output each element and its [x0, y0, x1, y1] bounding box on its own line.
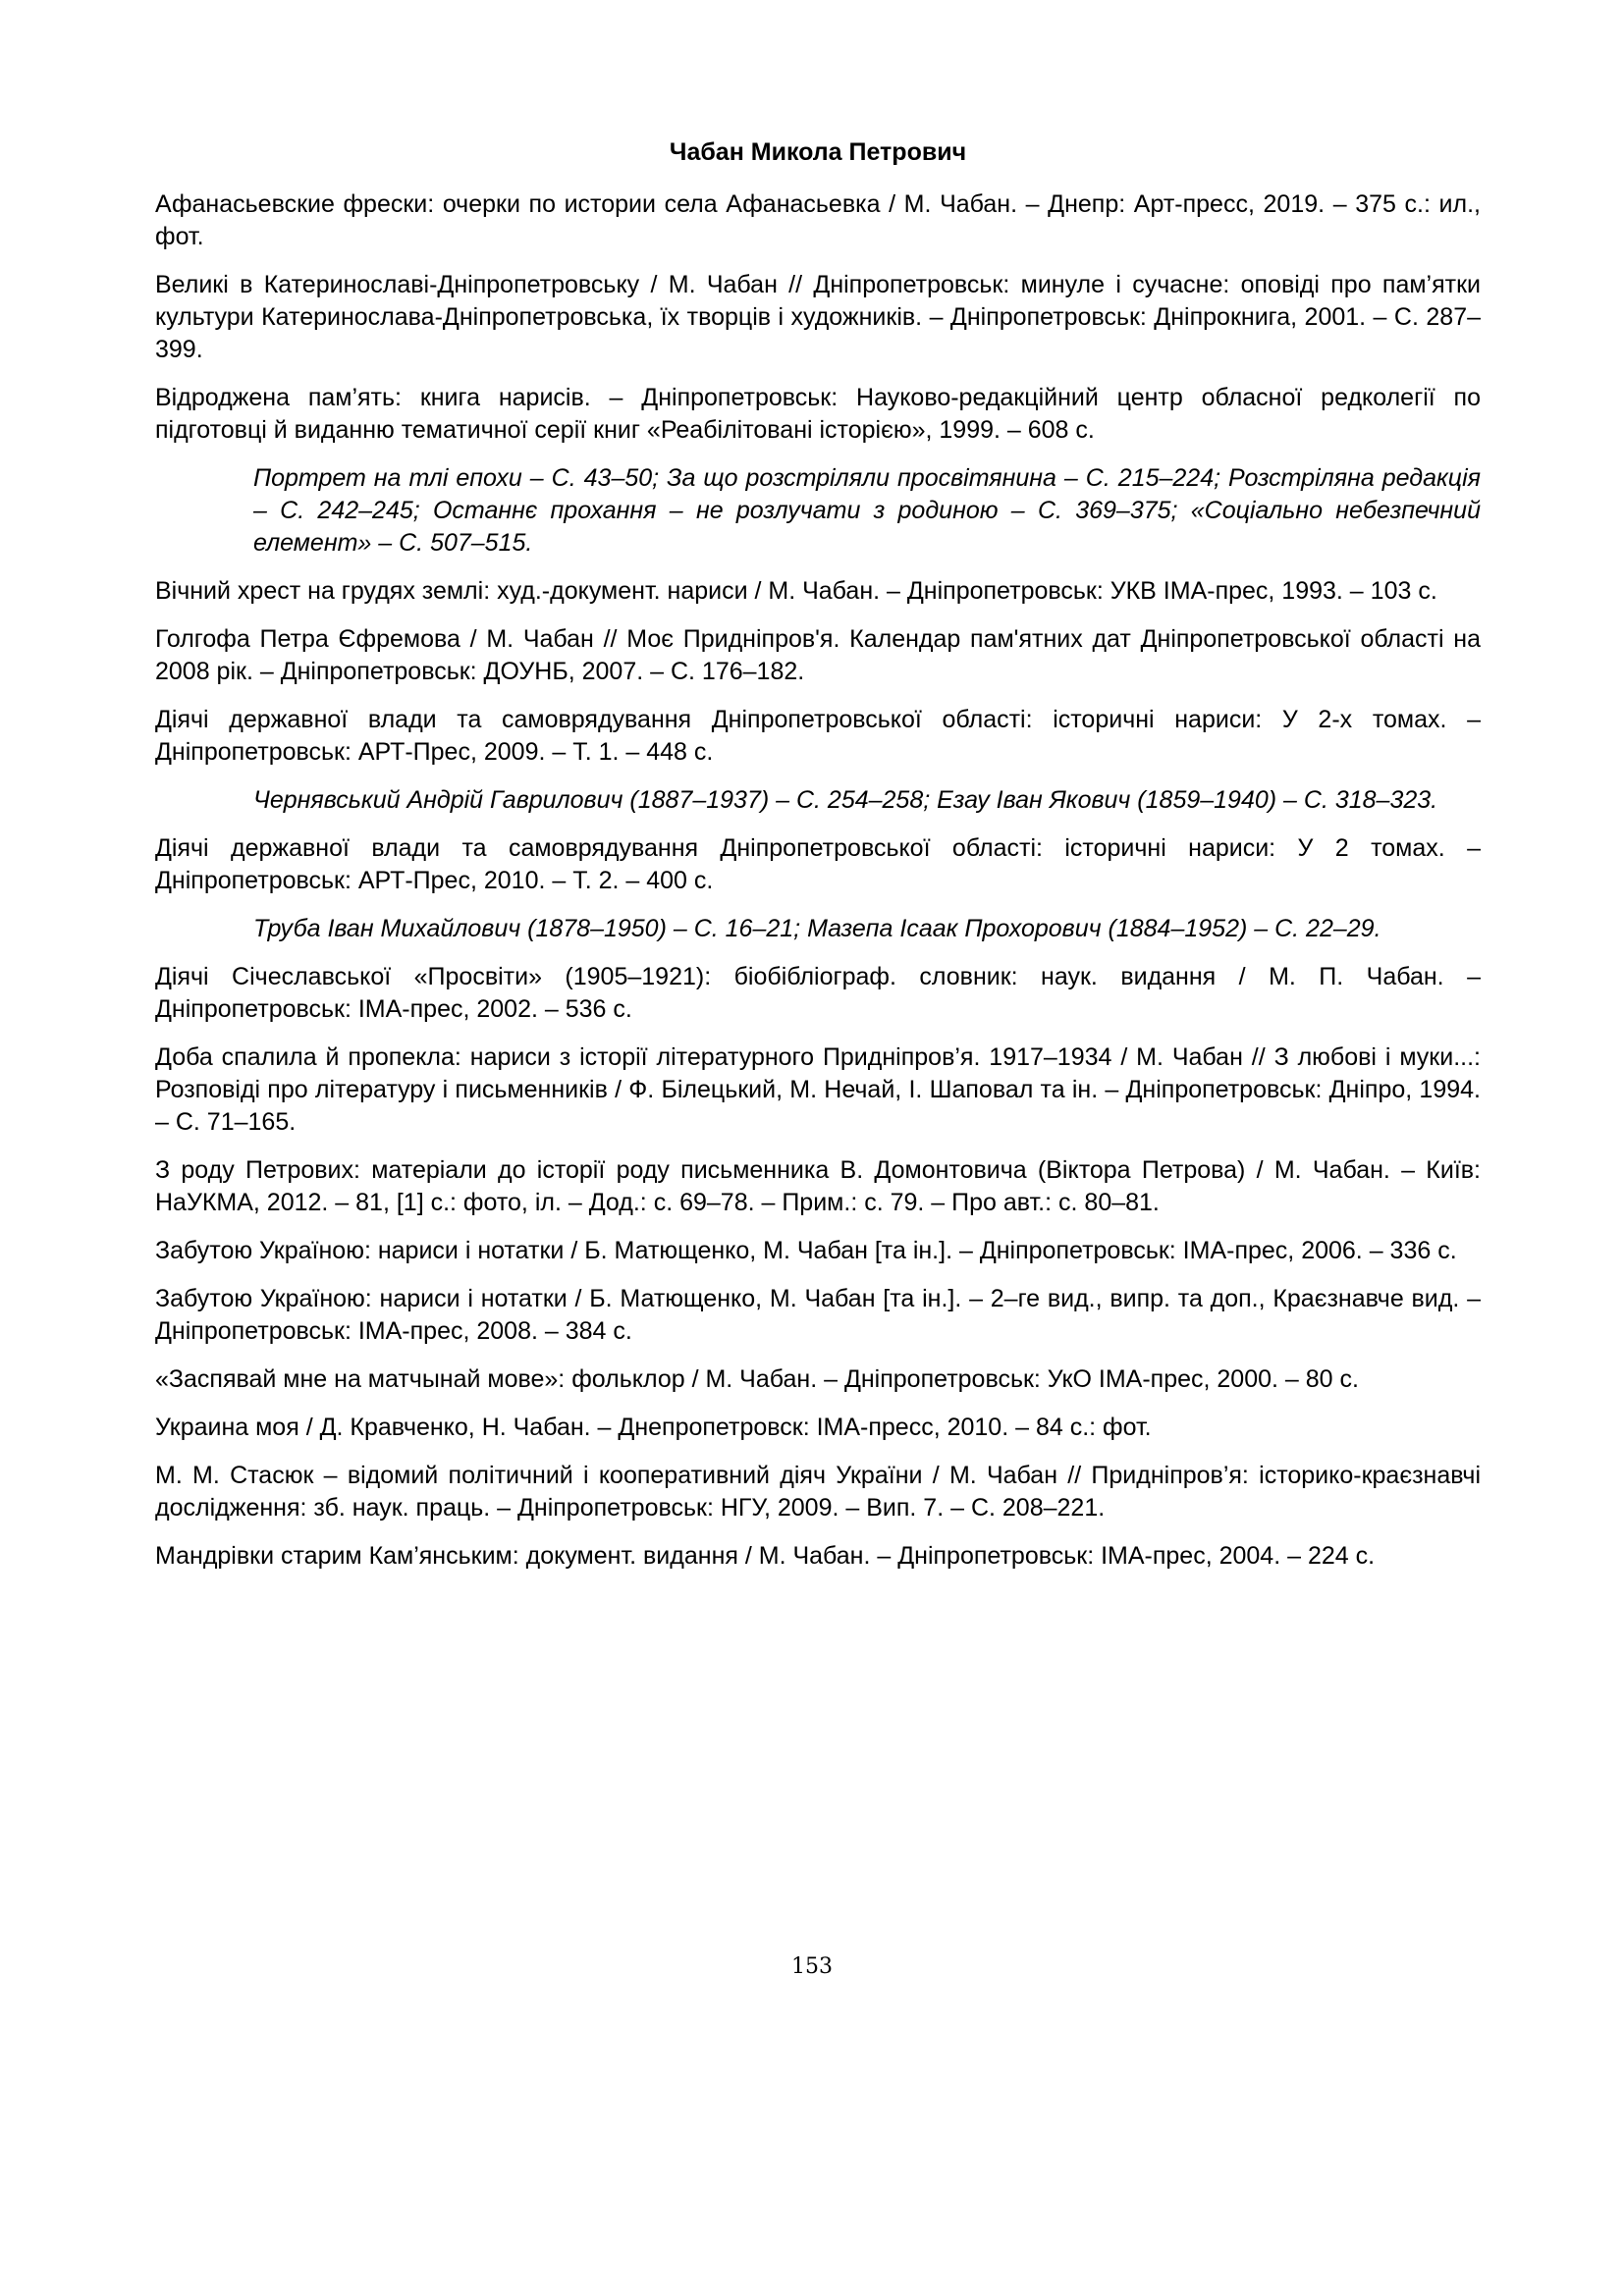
document-page — [155, 135, 1481, 1588]
bibliography-entry: Доба спалила й пропекла: нариси з історії літературного Придніпров’я. 1917–1934 / М. Чабан // З любові і муки...: Розповіді про літературу і письменників / Ф. Білецький, М. Нечай, І. Шаповал та ін. – Дніпропетровськ: Дніпро, 1994. – С. 71–165. — [155, 1043, 1481, 1136]
page-title: Чабан Микола Петрович — [669, 138, 967, 166]
bibliography-entry: Афанасьевские фрески: очерки по истории села Афанасьевка / М. Чабан. – Днепр: Арт-пресс, 2019. – 375 с.: ил., фот. — [155, 190, 1481, 250]
page-number: 153 — [791, 1954, 833, 1979]
bibliography-entry: Вічний хрест на грудях землі: худ.-документ. нариси / М. Чабан. – Дніпропетровськ: УКВ ІМА-прес, 1993. – 103 с. — [155, 577, 1437, 605]
bibliography-entry: Забутою Україною: нариси і нотатки / Б. Матющенко, М. Чабан [та ін.]. – Дніпропетровськ: ІМА-прес, 2006. – 336 с. — [155, 1237, 1457, 1264]
bibliography-entry: Великі в Катеринославі-Дніпропетровську / М. Чабан // Дніпропетровськ: минуле і сучасне: оповіді про пам’ятки культури Катеринослава-Дніпропетровська, їх творців і художників. – Дніпропетровськ: Дніпрокнига, 2001. – С. 287–399. — [155, 271, 1481, 363]
bibliography-entry: Забутою Україною: нариси і нотатки / Б. Матющенко, М. Чабан [та ін.]. – 2–ге вид., випр. та доп., Краєзнавче вид. – Дніпропетровськ: ІМА-прес, 2008. – 384 с. — [155, 1285, 1481, 1345]
bibliography-entry-note: Труба Іван Михайлович (1878–1950) – С. 16–21; Мазепа Ісаак Прохорович (1884–1952) – С. 22–29. — [253, 915, 1381, 942]
bibliography-entry-note: Портрет на тлі епохи – С. 43–50; За що розстріляли просвітянина – С. 215–224; Розстріляна редакція – С. 242–245; Останнє прохання – не розлучати з родиною – С. 369–375; «Соціально небезпечний елемент» – С. 507–515. — [253, 464, 1481, 557]
bibliography-entry: «Заспявай мне на матчынай мове»: фольклор / М. Чабан. – Дніпропетровськ: УкО ІМА-прес, 2000. – 80 с. — [155, 1365, 1359, 1393]
bibliography-entry-note: Чернявський Андрій Гаврилович (1887–1937) – С. 254–258; Езау Іван Якович (1859–1940) – С. 318–323. — [253, 786, 1438, 814]
bibliography-entry: Діячі державної влади та самоврядування Дніпропетровської області: історичні нариси: У 2 томах. – Дніпропетровськ: АРТ-Прес, 2010. – Т. 2. – 400 с. — [155, 834, 1481, 894]
bibliography-entry: М. М. Стасюк – відомий політичний і кооперативний діяч України / М. Чабан // Придніпров’я: історико-краєзнавчі дослідження: зб. наук. праць. – Дніпропетровськ: НГУ, 2009. – Вип. 7. – С. 208–221. — [155, 1462, 1481, 1522]
bibliography-entry: З роду Петрових: матеріали до історії роду письменника В. Домонтовича (Віктора Петрова) / М. Чабан. – Київ: НаУКМА, 2012. – 81, [1] с.: фото, іл. – Дод.: с. 69–78. – Прим.: с. 79. – Про авт.: с. 80–81. — [155, 1156, 1481, 1216]
bibliography-entry: Украина моя / Д. Кравченко, Н. Чабан. – Днепропетровск: ІМА-пресс, 2010. – 84 с.: фот. — [155, 1414, 1152, 1441]
bibliography-entry: Діячі Січеславської «Просвіти» (1905–1921): біобібліограф. словник: наук. видання / М. П. Чабан. – Дніпропетровськ: ІМА-прес, 2002. – 536 с. — [155, 963, 1481, 1023]
bibliography-entry: Відроджена пам’ять: книга нарисів. – Дніпропетровськ: Науково-редакційний центр обласної редколегії по підготовці й виданню тематичної серії книг «Реабілітовані історією», 1999. – 608 с. — [155, 384, 1481, 444]
bibliography-entry: Мандрівки старим Кам’янським: документ. видання / М. Чабан. – Дніпропетровськ: ІМА-прес, 2004. – 224 с. — [155, 1542, 1376, 1570]
bibliography-entry: Голгофа Петра Єфремова / М. Чабан // Моє Придніпров'я. Календар пам'ятних дат Дніпропетровської області на 2008 рік. – Дніпропетровськ: ДОУНБ, 2007. – С. 176–182. — [155, 625, 1481, 685]
bibliography-entry: Діячі державної влади та самоврядування Дніпропетровської області: історичні нариси: У 2-х томах. – Дніпропетровськ: АРТ-Прес, 2009. – Т. 1. – 448 с. — [155, 706, 1481, 766]
